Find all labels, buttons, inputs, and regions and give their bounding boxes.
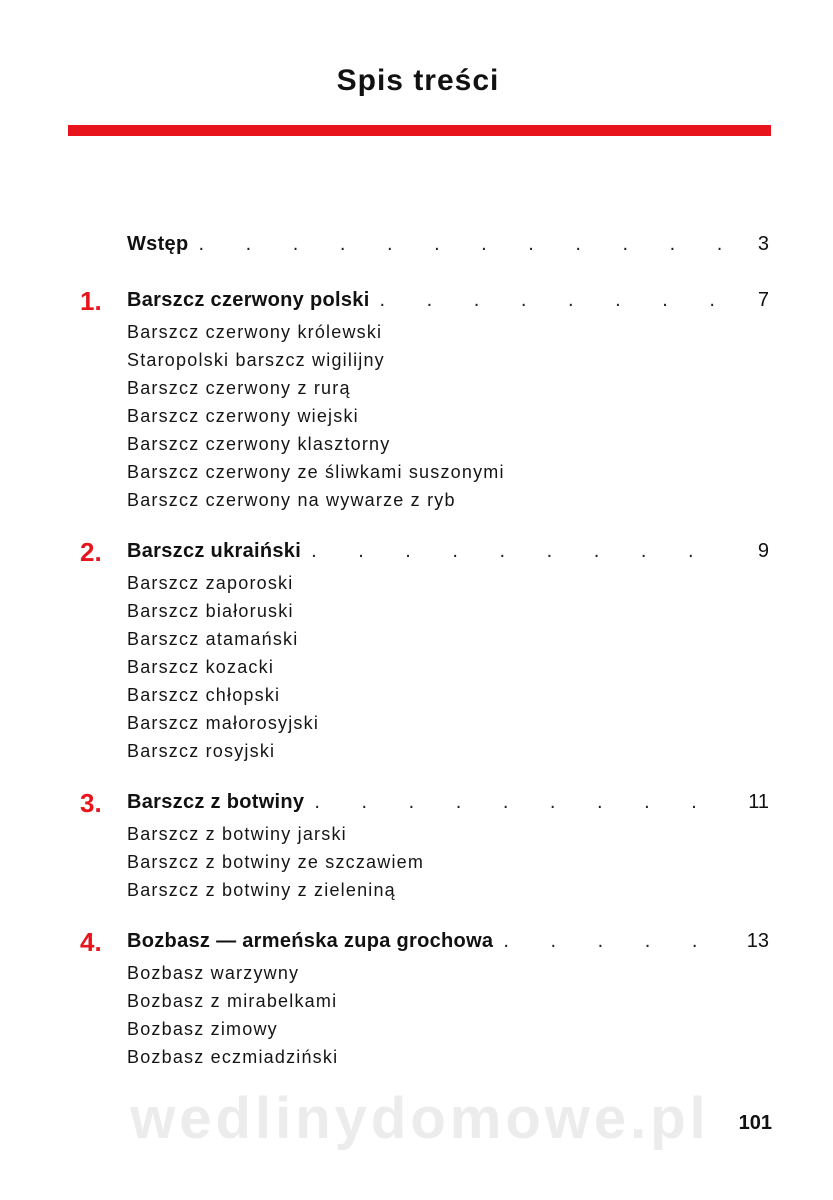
toc-subitem: Barszcz rosyjski bbox=[127, 741, 276, 761]
toc-subitem: Bozbasz zimowy bbox=[127, 1019, 278, 1039]
section-number: 2. bbox=[80, 537, 102, 567]
toc-subitem: Barszcz z botwiny ze szczawiem bbox=[127, 852, 425, 872]
toc-subitems bbox=[127, 959, 338, 1071]
page-title: Spis treści bbox=[336, 64, 500, 97]
toc-subitem: Bozbasz z mirabelkami bbox=[127, 991, 338, 1011]
section-number: 4. bbox=[80, 927, 102, 957]
toc-heading-row bbox=[127, 289, 769, 319]
toc-subitem: Barszcz czerwony królewski bbox=[127, 322, 383, 342]
toc-subitem: Barszcz chłopski bbox=[127, 685, 281, 705]
watermark: wedlinydomowe.pl bbox=[130, 1086, 710, 1151]
toc-subitems bbox=[127, 318, 505, 514]
leader-dots bbox=[503, 930, 723, 953]
toc-subitem: Staropolski barszcz wigilijny bbox=[127, 350, 385, 370]
toc-page-number: 13 bbox=[746, 930, 769, 952]
toc-heading-row bbox=[127, 791, 769, 821]
leader-dots bbox=[314, 791, 723, 814]
section-number: 3. bbox=[80, 788, 102, 818]
toc-heading-title: Barszcz z botwiny bbox=[127, 791, 305, 813]
toc-subitem: Barszcz z botwiny z zieleniną bbox=[127, 880, 396, 900]
toc-subitem: Barszcz zaporoski bbox=[127, 573, 294, 593]
toc-heading-title: Bozbasz — armeńska zupa grochowa bbox=[127, 930, 494, 952]
red-divider bbox=[68, 125, 771, 136]
toc-subitem: Barszcz czerwony klasztorny bbox=[127, 434, 391, 454]
toc-subitem: Barszcz małorosyjski bbox=[127, 713, 320, 733]
toc-subitems bbox=[127, 569, 319, 765]
toc-heading-title: Wstęp bbox=[127, 233, 189, 255]
toc-subitem: Barszcz atamański bbox=[127, 629, 299, 649]
toc-subitems bbox=[127, 820, 424, 904]
toc-page-number: 7 bbox=[757, 289, 769, 311]
section-number: 1. bbox=[80, 286, 102, 316]
page-number: 101 bbox=[738, 1112, 772, 1134]
toc-heading-title: Barszcz ukraiński bbox=[127, 540, 302, 562]
toc-page-number: 3 bbox=[757, 233, 769, 255]
toc-subitem: Barszcz czerwony ze śliwkami suszonymi bbox=[127, 462, 505, 482]
leader-dots bbox=[380, 289, 723, 312]
toc-subitem: Barszcz czerwony na wywarze z ryb bbox=[127, 490, 456, 510]
toc-heading-row bbox=[127, 930, 769, 960]
toc-heading-row bbox=[127, 233, 769, 263]
toc-subitem: Bozbasz eczmiadziński bbox=[127, 1047, 339, 1067]
toc-subitem: Barszcz czerwony z rurą bbox=[127, 378, 351, 398]
toc-subitem: Bozbasz warzywny bbox=[127, 963, 300, 983]
toc-heading-row bbox=[127, 540, 769, 570]
toc-subitem: Barszcz kozacki bbox=[127, 657, 275, 677]
toc-page-number: 9 bbox=[757, 540, 769, 562]
leader-dots bbox=[199, 233, 724, 256]
toc-page-number: 11 bbox=[748, 791, 769, 813]
toc-subitem: Barszcz z botwiny jarski bbox=[127, 824, 347, 844]
leader-dots bbox=[311, 540, 723, 563]
toc-subitem: Barszcz białoruski bbox=[127, 601, 294, 621]
toc-heading-title: Barszcz czerwony polski bbox=[127, 289, 370, 311]
toc-subitem: Barszcz czerwony wiejski bbox=[127, 406, 359, 426]
